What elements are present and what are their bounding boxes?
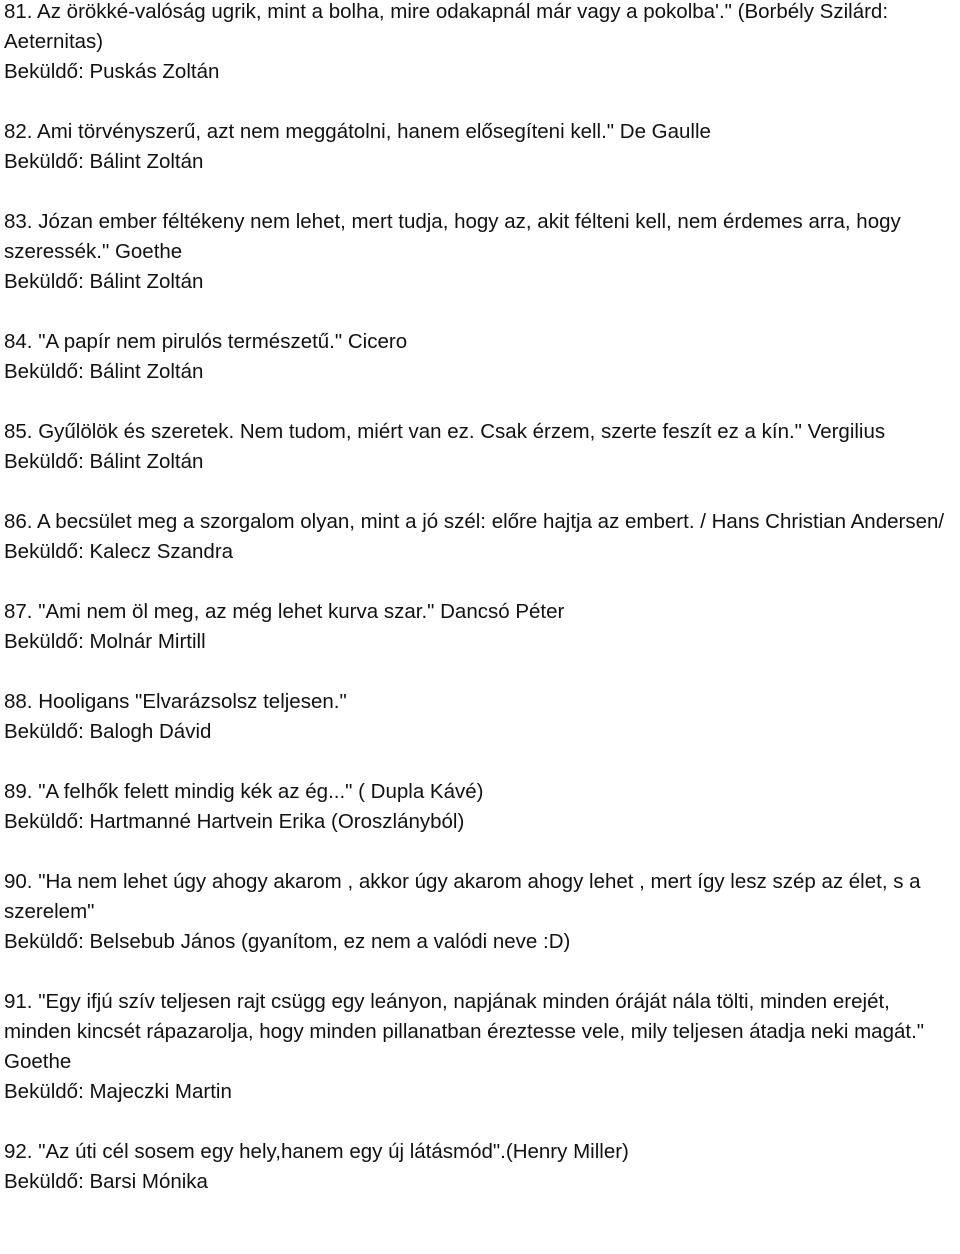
quote-sender: Beküldő: Bálint Zoltán (4, 360, 204, 383)
quote-text: 82. Ami törvényszerű, azt nem meggátolni, hanem elősegíteni kell." De Gaulle (4, 120, 711, 143)
quote-entry-91 (4, 987, 956, 1107)
quote-sender: Beküldő: Majeczki Martin (4, 1080, 232, 1103)
quote-text: 84. "A papír nem pirulós természetű." Cicero (4, 330, 408, 353)
quote-entry-83 (4, 207, 956, 297)
quote-text: 86. A becsület meg a szorgalom olyan, mint a jó szél: előre hajtja az embert. / Hans Christian Andersen/ (4, 510, 945, 533)
quote-sender: Beküldő: Belsebub János (gyanítom, ez nem a valódi neve :D) (4, 930, 571, 953)
quote-entry-87 (4, 597, 956, 657)
quote-text: 88. Hooligans "Elvarázsolsz teljesen." (4, 690, 347, 713)
quote-text: 85. Gyűlölök és szeretek. Nem tudom, miért van ez. Csak érzem, szerte feszít ez a kín." Vergilius (4, 420, 886, 443)
quote-text: 81. Az örökké-valóság ugrik, mint a bolha, mire odakapnál már vagy a pokolba'." (Borbély Szilárd: Aeternitas) (4, 0, 889, 53)
quote-sender: Beküldő: Hartmanné Hartvein Erika (Oroszlányból) (4, 810, 465, 833)
quote-entry-90 (4, 867, 956, 957)
quote-sender: Beküldő: Bálint Zoltán (4, 150, 204, 173)
quote-sender: Beküldő: Balogh Dávid (4, 720, 212, 743)
quote-sender: Beküldő: Kalecz Szandra (4, 540, 234, 563)
quote-entry-81 (4, 0, 956, 87)
quote-text: 91. "Egy ifjú szív teljesen rajt csügg egy leányon, napjának minden óráját nála tölti, minden erejét, minden kincsét rápazarolja, hogy minden pillanatban éreztesse vele, mily teljesen átadja neki magát." Goethe (4, 990, 925, 1073)
quote-text: 90. "Ha nem lehet úgy ahogy akarom , akkor úgy akarom ahogy lehet , mert így lesz szép az élet, s a szerelem" (4, 870, 921, 923)
quote-entry-84 (4, 327, 956, 387)
quote-entry-85 (4, 417, 956, 477)
quote-entry-86 (4, 507, 956, 567)
quote-text: 92. "Az úti cél sosem egy hely,hanem egy új látásmód".(Henry Miller) (4, 1140, 629, 1163)
quote-entry-92 (4, 1137, 956, 1197)
quote-entry-88 (4, 687, 956, 747)
quote-sender: Beküldő: Barsi Mónika (4, 1170, 208, 1193)
quote-sender: Beküldő: Bálint Zoltán (4, 270, 204, 293)
quote-entry-82 (4, 117, 956, 177)
quote-sender: Beküldő: Bálint Zoltán (4, 450, 204, 473)
quote-entry-89 (4, 777, 956, 837)
quote-sender: Beküldő: Puskás Zoltán (4, 60, 220, 83)
quote-text: 89. "A felhők felett mindig kék az ég..." ( Dupla Kávé) (4, 780, 484, 803)
quote-text: 87. "Ami nem öl meg, az még lehet kurva szar." Dancsó Péter (4, 600, 565, 623)
quote-sender: Beküldő: Molnár Mirtill (4, 630, 206, 653)
quote-list (4, 0, 956, 1227)
quote-text: 83. Józan ember féltékeny nem lehet, mert tudja, hogy az, akit félteni kell, nem érdemes arra, hogy szeressék." Goethe (4, 210, 901, 263)
